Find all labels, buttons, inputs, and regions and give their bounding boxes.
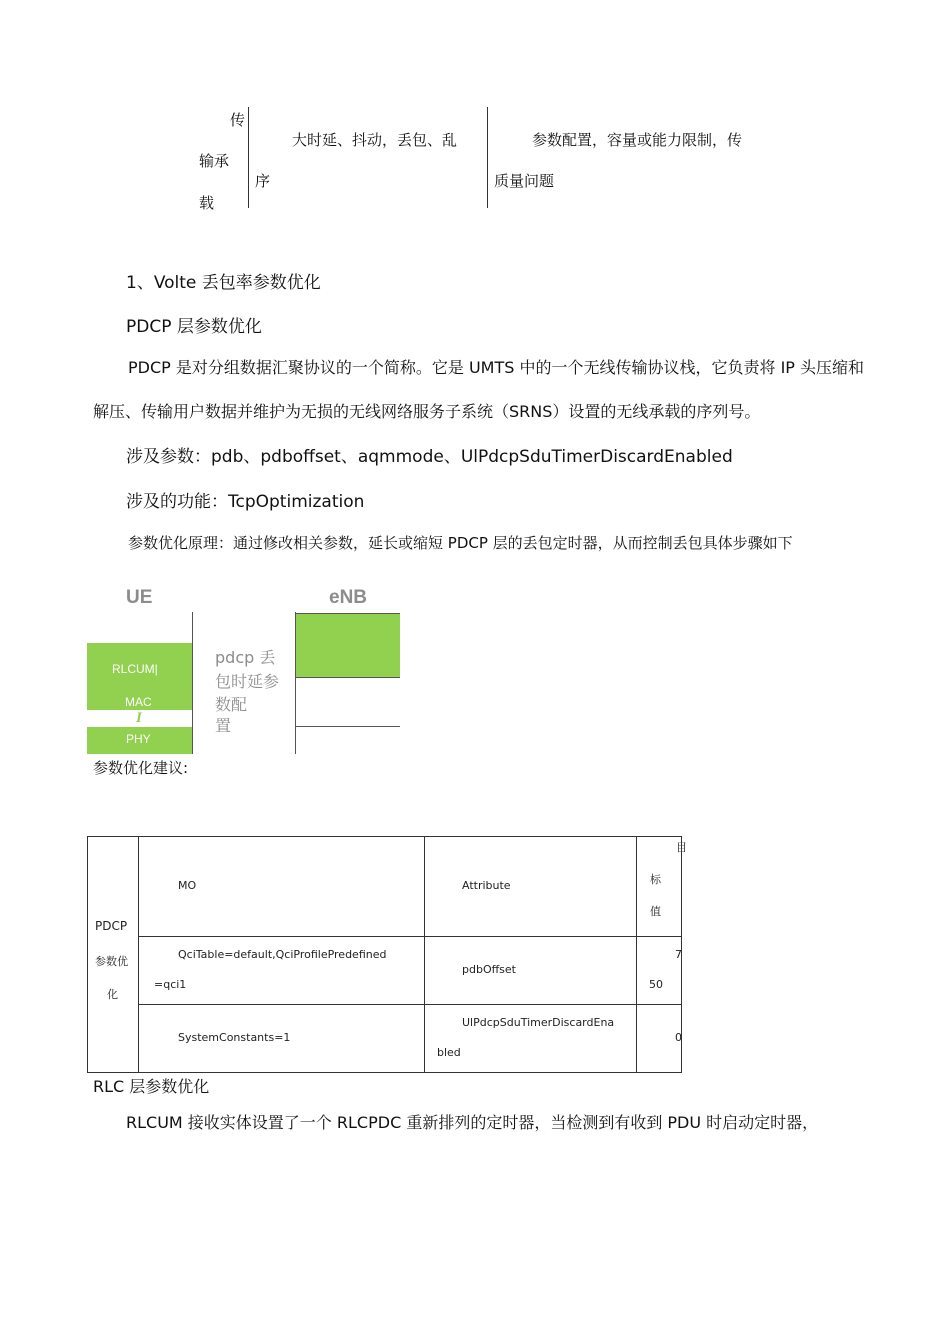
center-text-1: pdcp 丢 <box>215 648 276 667</box>
section-heading-rlc: RLC 层参数优化 <box>93 1077 210 1096</box>
mac-label: MAC <box>125 695 152 709</box>
top-table-col3-line2: 质量问题 <box>494 172 555 190</box>
pdcp-paragraph-line1: PDCP 是对分组数据汇聚协议的一个简称。它是 UMTS 中的一个无线传输协议栈，它负责将 IP 头压缩和 <box>128 358 865 377</box>
row2-attribute-line2: bled <box>437 1046 461 1059</box>
row2-value: 0 <box>675 1031 682 1044</box>
center-text-2: 包时延参 <box>215 672 280 691</box>
top-table-col3-line1: 参数配置，容量或能力限制，传 <box>532 131 743 149</box>
top-table-label-3: 载 <box>199 194 215 212</box>
top-table-label-2: 输承 <box>199 152 230 170</box>
row2-mo: SystemConstants=1 <box>178 1031 291 1044</box>
principle-line: 参数优化原理：通过修改相关参数，延长或缩短 PDCP 层的丢包定时器，从而控制丢包具体步骤如下 <box>128 534 793 552</box>
row1-attribute: pdbOffset <box>462 963 516 976</box>
params-line: 涉及参数：pdb、pdboffset、aqmmode、UlPdcpSduTimerDiscardEnabled <box>126 447 733 467</box>
top-table-col2-line1: 大时延、抖动，丢包、乱 <box>292 131 458 149</box>
header-mo: MO <box>178 879 197 892</box>
enb-mid-line <box>296 677 400 678</box>
rlcum-label: RLCUM| <box>112 662 158 676</box>
center-text-3: 数配 <box>215 695 248 714</box>
top-table-divider-1 <box>248 107 249 208</box>
row1-value-line2: 50 <box>649 978 663 991</box>
row1-value-line1: 7 <box>675 948 682 961</box>
function-line: 涉及的功能：TcpOptimization <box>126 492 365 512</box>
pdcp-paragraph-line2: 解压、传输用户数据并维护为无损的无线网络服务子系统（SRNS）设置的无线承载的序列号。 <box>93 402 761 421</box>
header-target-3: 值 <box>650 905 661 918</box>
header-attribute: Attribute <box>462 879 511 892</box>
group-label-3: 化 <box>107 988 118 1001</box>
enb-column-line <box>295 612 296 754</box>
ue-column-line <box>192 612 193 754</box>
center-text-4: 置 <box>215 716 232 735</box>
rlc-paragraph: RLCUM 接收实体设置了一个 RLCPDC 重新排列的定时器，当检测到有收到 PDU 时启动定时器， <box>126 1113 819 1132</box>
ue-mark: I <box>136 710 142 726</box>
top-table-label-1: 传 <box>230 111 246 129</box>
phy-label: PHY <box>126 732 151 746</box>
ue-label: UE <box>126 587 153 608</box>
enb-label: eNB <box>329 587 368 608</box>
top-table-divider-2 <box>487 107 488 208</box>
row1-mo-line2: =qci1 <box>154 978 187 991</box>
enb-pdcp-block <box>296 613 400 677</box>
param-table-col-divider-3 <box>636 836 637 1072</box>
header-target-1: 目 <box>676 841 687 854</box>
section-heading-pdcp: PDCP 层参数优化 <box>126 317 262 337</box>
header-target-2: 标 <box>650 873 661 886</box>
param-table-row-divider-2 <box>138 1004 681 1005</box>
param-table-col-divider-2 <box>424 836 425 1072</box>
group-label-2: 参数优 <box>95 955 128 968</box>
top-table-col2-line2: 序 <box>255 172 271 190</box>
row1-mo-line1: QciTable=default,QciProfilePredefined <box>178 948 387 961</box>
group-label-1: PDCP <box>95 919 128 933</box>
row2-attribute-line1: UlPdcpSduTimerDiscardEna <box>462 1016 615 1029</box>
advice-label: 参数优化建议: <box>93 759 189 777</box>
param-table-row-divider-1 <box>138 936 681 937</box>
section-heading-volte: 1、Volte 丢包率参数优化 <box>126 273 321 293</box>
param-table-col-divider-1 <box>138 836 139 1072</box>
enb-low-line <box>296 726 400 727</box>
enb-top-line <box>296 613 400 614</box>
